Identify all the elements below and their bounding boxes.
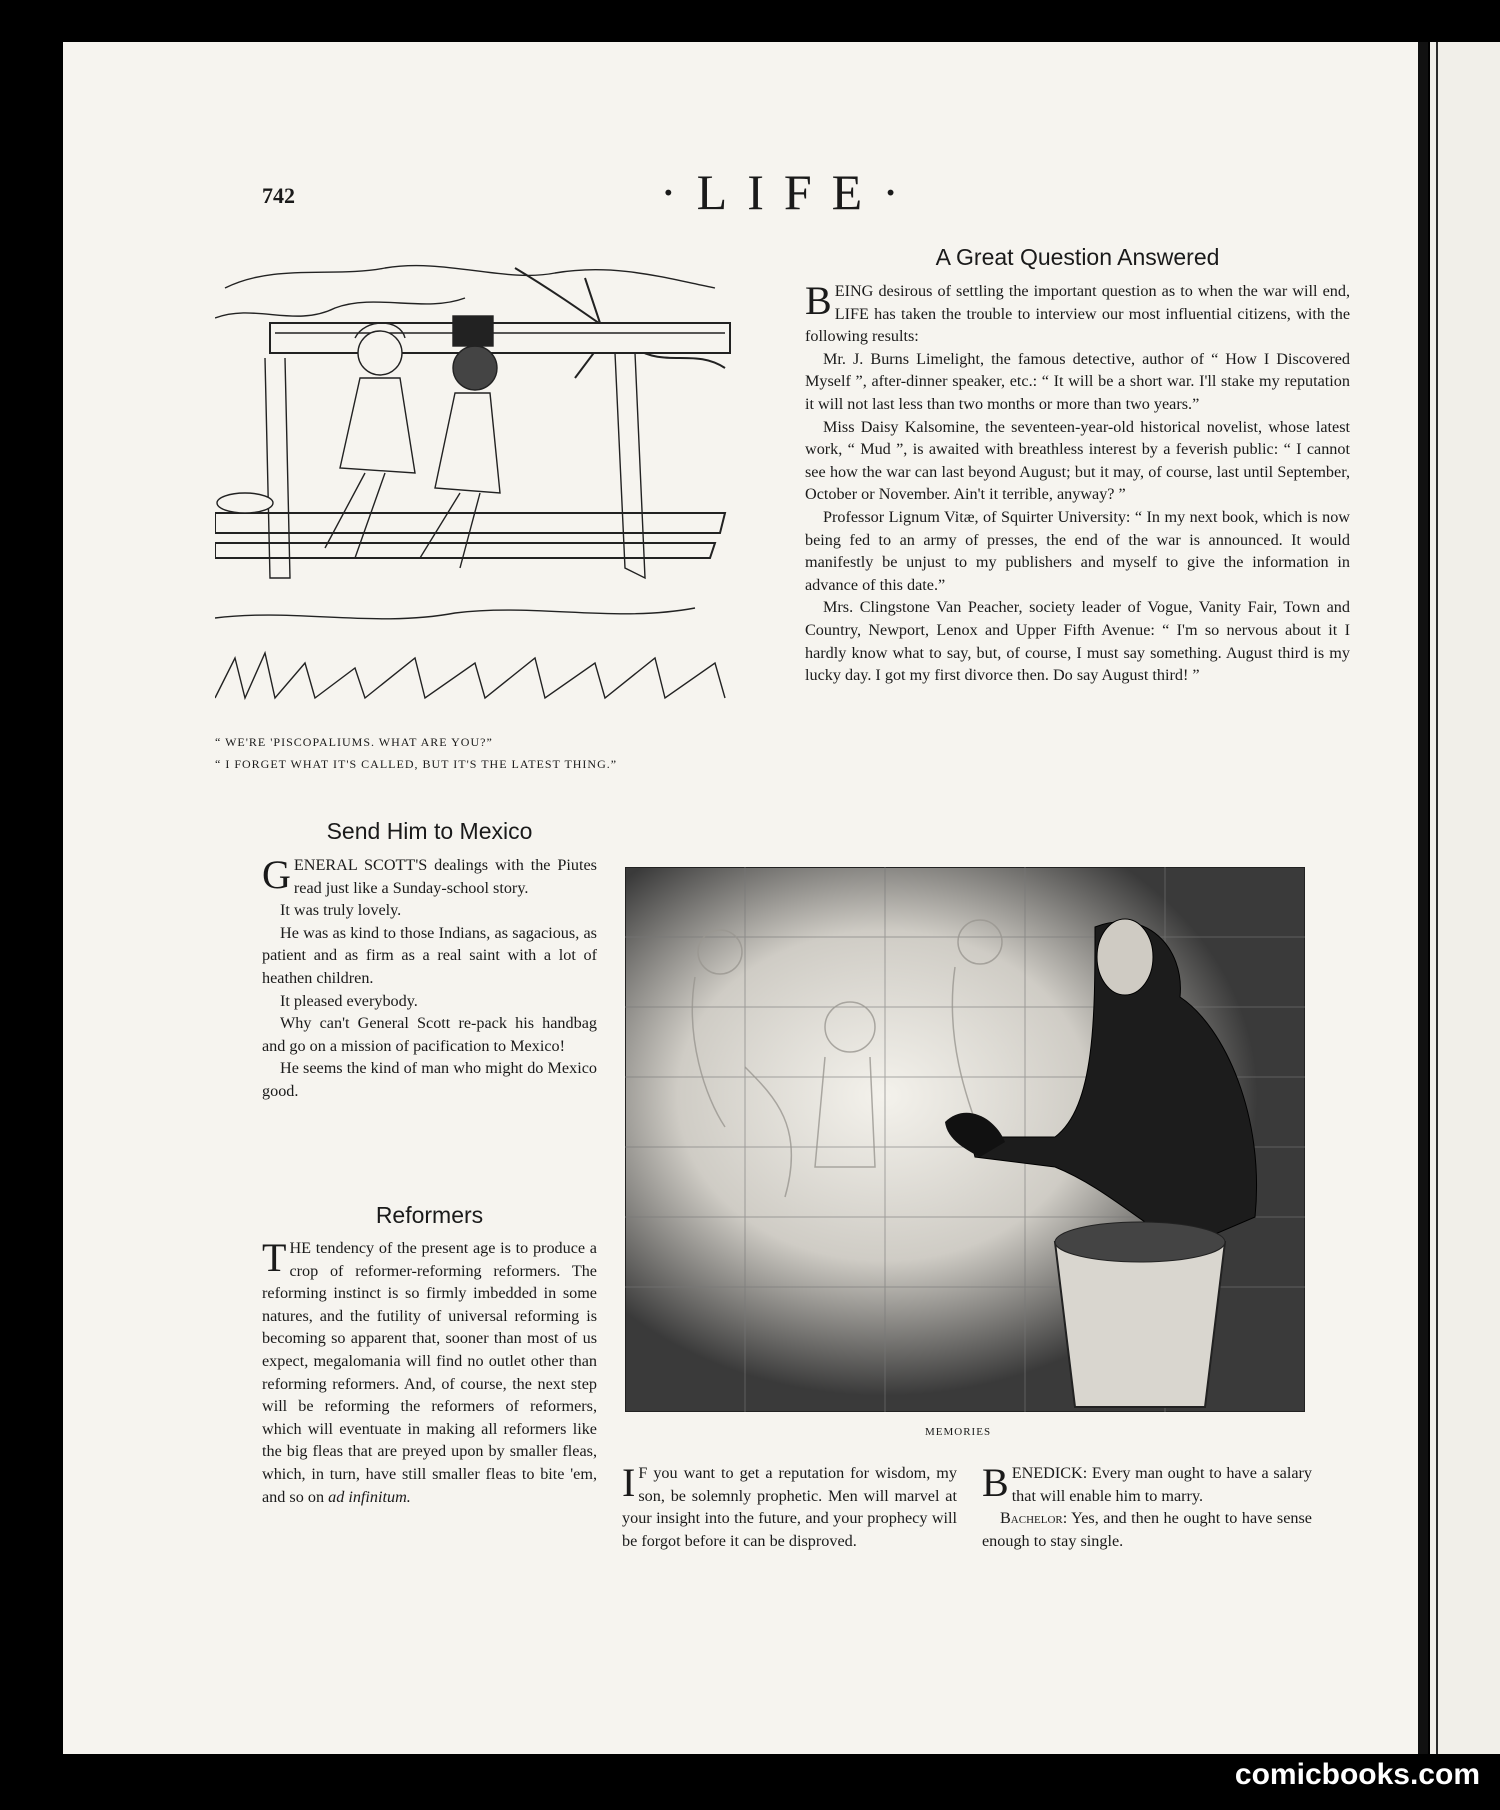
question-paragraph-3: Miss Daisy Kalsomine, the seventeen-year-old historical novelist, whose latest work, “ Mud ”, is awaited with breathless interest by a feverish public: “ I cannot see how the war can last beyond August; but it may, of course, last until September, October or November. Ain't it terrible, anyway? ” <box>805 417 1350 504</box>
question-article-body <box>805 280 1350 687</box>
mexico-paragraph-6: He seems the kind of man who might do Mexico good. <box>262 1059 597 1100</box>
mexico-paragraph-2: It was truly lovely. <box>280 901 402 920</box>
cartoon-caption-line1: “ WE'RE 'PISCOPALIUMS. WHAT ARE YOU?” <box>215 735 493 749</box>
question-article-title: A Great Question Answered <box>935 244 1220 270</box>
mexico-article-body <box>262 854 597 1103</box>
benedick-line-1: ENEDICK: Every man ought to have a salary that will enable him to marry. <box>1011 1464 1312 1505</box>
reformers-article-body <box>262 1237 597 1508</box>
wisdom-text: F you want to get a reputation for wisdom, my son, be solemnly prophetic. Men will marvel at your insight into the future, and your prophecy will be forgot before it can be disproved. <box>622 1464 957 1550</box>
mexico-paragraph-1: ENERAL SCOTT'S dealings with the Piutes read just like a Sunday-school story. <box>293 856 597 897</box>
wisdom-dropcap: I <box>622 1460 636 1505</box>
reformers-paragraph-1: HE tendency of the present age is to produce a crop of reformer-reforming reformers. The reforming instinct is so firmly imbedded in some natures, and the futility of universal reforming is becoming so apparent that, sooner than most of us expect, megalomania will find no outlet other than reforming reformers. And, of course, the next step will be reforming the reformers of reformers, which will eventuate in making all reformers like the big fleas that are preyed upon by smaller fleas, which, in turn, have still smaller fleas to bite 'em, and so on <box>262 1239 597 1506</box>
reformers-dropcap: T <box>262 1235 287 1280</box>
question-paragraph-1: EING desirous of settling the important question as to when the war will end, LIFE has taken the trouble to interview our most influential citizens, with the following results: <box>805 282 1350 346</box>
reformers-italic-ending: ad infinitum. <box>328 1487 411 1506</box>
mexico-dropcap: G <box>262 852 291 897</box>
site-watermark: comicbooks.com <box>1234 1758 1480 1791</box>
mexico-article-title: Send Him to Mexico <box>326 818 533 844</box>
memories-illustration <box>625 867 1305 1412</box>
mexico-paragraph-4: It pleased everybody. <box>280 991 418 1010</box>
mexico-paragraph-5: Why can't General Scott re-pack his handbag and go on a mission of pacification to Mexico! <box>262 1014 597 1055</box>
question-paragraph-4: Professor Lignum Vitæ, of Squirter University: “ In my next book, which is now being fed to an army of presses, the end of the war is announced. It would manifestly be unjust to my publishers and myself to give the information in advance of this date.” <box>805 507 1350 594</box>
mexico-paragraph-3: He was as kind to those Indians, as sagacious, as patient and as firm as a real saint with a lot of heathen children. <box>262 923 597 987</box>
page-spine <box>1418 42 1428 1754</box>
cartoon-caption-line2: “ I FORGET WHAT IT'S CALLED, BUT IT'S THE LATEST THING.” <box>215 757 618 771</box>
memories-caption: MEMORIES <box>925 1426 992 1438</box>
reformers-article-title: Reformers <box>375 1202 484 1228</box>
wisdom-piece <box>622 1462 957 1552</box>
bachelor-line: Yes, and then he ought to have sense enough to stay single. <box>982 1509 1312 1550</box>
question-dropcap: B <box>805 278 832 323</box>
masthead-title: ·LIFE· <box>660 164 919 220</box>
question-paragraph-2: Mr. J. Burns Limelight, the famous detective, author of “ How I Discovered Myself ”, after-dinner speaker, etc.: “ It will be a short war. I'll stake my reputation it will not last less than two months or more than two years.” <box>805 349 1350 413</box>
benedick-piece <box>982 1462 1312 1552</box>
next-page-edge <box>1430 42 1500 1754</box>
bachelor-speaker: Bachelor: <box>1000 1509 1068 1528</box>
question-paragraph-5: Mrs. Clingstone Van Peacher, society leader of Vogue, Vanity Fair, Town and Country, Newport, Lenox and Upper Fifth Avenue: “ I'm so nervous about it I hardly know what to say, but, of course, I must say something. August third is my lucky day. I got my first divorce then. Do say August third! ” <box>805 598 1350 685</box>
page-number: 742 <box>262 183 295 208</box>
bench-cartoon-illustration <box>215 258 760 718</box>
benedick-dropcap: B <box>982 1460 1009 1505</box>
